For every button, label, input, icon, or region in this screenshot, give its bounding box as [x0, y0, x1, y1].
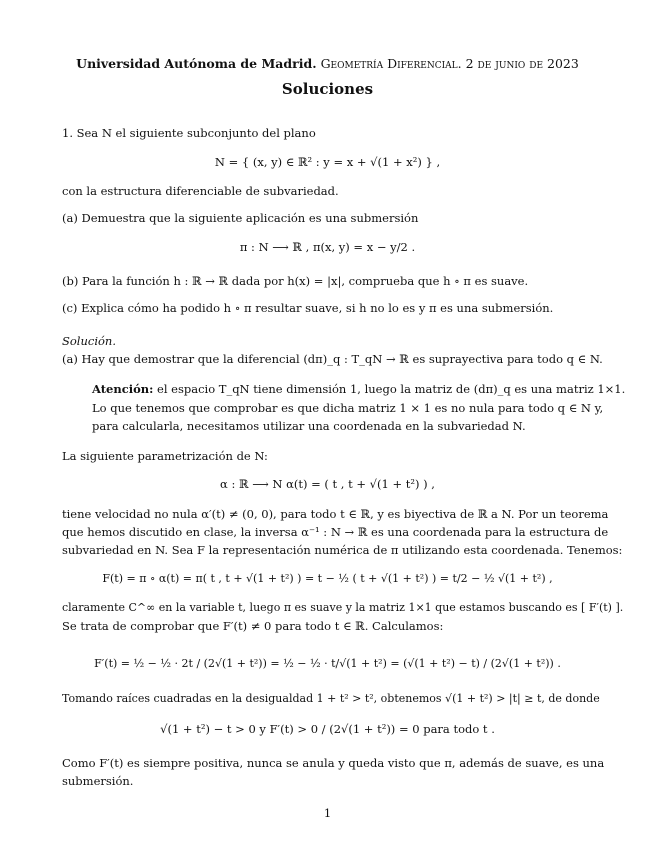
- F-prime-equation: F′(t) = ½ − ½ · 2t / (2√(1 + t²)) = ½ − ½ · t/√(1 + t²) = (√(1 + t²) − t) / (2√(1 + t²)) .: [94, 657, 561, 670]
- structure-line: con la estructura diferenciable de subvariedad.: [62, 184, 339, 198]
- paragraph-line-2: que hemos discutido en clase, la inversa α⁻¹ : N → ℝ es una coordenada para la estructura de: [62, 525, 609, 539]
- part-b: (b) Para la función h : ℝ → ℝ dada por h(x) = |x|, comprueba que h ∘ π es suave.: [62, 274, 529, 288]
- solution-a-line: (a) Hay que demostrar que la diferencial (dπ)_q : T_qN → ℝ es suprayectiva para todo q ∈ N.: [62, 352, 603, 366]
- page-header: [0, 56, 655, 71]
- param-intro: La siguiente parametrización de N:: [62, 449, 268, 463]
- inequality-equation: √(1 + t²) − t > 0 y F′(t) > 0 / (2√(1 + t²)) = 0 para todo t .: [160, 722, 495, 736]
- solution-label: Solución.: [62, 334, 116, 348]
- page-title: Soluciones: [281, 80, 374, 98]
- attention-text-1: el espacio T_qN tiene dimensión 1, luego la matriz de (dπ)_q es una matriz 1×1.: [157, 382, 626, 396]
- set-equation: N = { (x, y) ∈ ℝ² : y = x + √(1 + x²) } ,: [214, 155, 441, 169]
- paragraph-line-3: subvariedad en N. Sea F la representación numérica de π utilizando esta coordenada. Tenemos:: [62, 543, 623, 557]
- paragraph-line-8: submersión.: [62, 774, 134, 788]
- part-c: (c) Explica cómo ha podido h ∘ π resultar suave, si h no lo es y π es una submersión.: [62, 301, 554, 315]
- param-equation: α : ℝ ⟶ N α(t) = ( t , t + √(1 + t²) ) ,: [220, 477, 435, 491]
- paragraph-line-1: tiene velocidad no nula α′(t) ≠ (0, 0), para todo t ∈ ℝ, y es biyectiva de ℝ a N. Por un teorema: [62, 507, 609, 521]
- attention-line-1: [92, 382, 625, 396]
- attention-line-2: Lo que tenemos que comprobar es que dicha matriz 1 × 1 es no nula para todo q ∈ N y,: [92, 401, 604, 415]
- paragraph-line-6: Tomando raíces cuadradas en la desigualdad 1 + t² > t², obtenemos √(1 + t²) > |t| ≥ t, de donde: [62, 692, 600, 705]
- problem-intro: 1. Sea N el siguiente subconjunto del plano: [62, 126, 316, 140]
- page-number: 1: [323, 806, 332, 820]
- paragraph-line-4: claramente C^∞ en la variable t, luego π es suave y la matriz 1×1 que estamos buscando es [ F′(t) ].: [62, 601, 624, 614]
- part-a: (a) Demuestra que la siguiente aplicación es una submersión: [62, 211, 419, 225]
- attention-line-3: para calcularla, necesitamos utilizar una coordenada en la subvariedad N.: [92, 419, 526, 433]
- attention-label: Atención:: [92, 382, 154, 396]
- paragraph-line-5: Se trata de comprobar que F′(t) ≠ 0 para todo t ∈ ℝ. Calculamos:: [62, 619, 444, 633]
- exam-date: 2 de junio de 2023: [465, 56, 579, 71]
- university-name: Universidad Autónoma de Madrid.: [76, 56, 317, 71]
- map-equation: π : N ⟶ ℝ , π(x, y) = x − y/2 .: [239, 240, 416, 254]
- paragraph-line-7: Como F′(t) es siempre positiva, nunca se anula y queda visto que π, además de suave, es una: [62, 756, 605, 770]
- course-name: Geometría Diferencial.: [320, 56, 462, 71]
- F-equation: F(t) = π ∘ α(t) = π( t , t + √(1 + t²) ) = t − ½ ( t + √(1 + t²) ) = t/2 − ½ √(1 + t²) ,: [102, 572, 553, 585]
